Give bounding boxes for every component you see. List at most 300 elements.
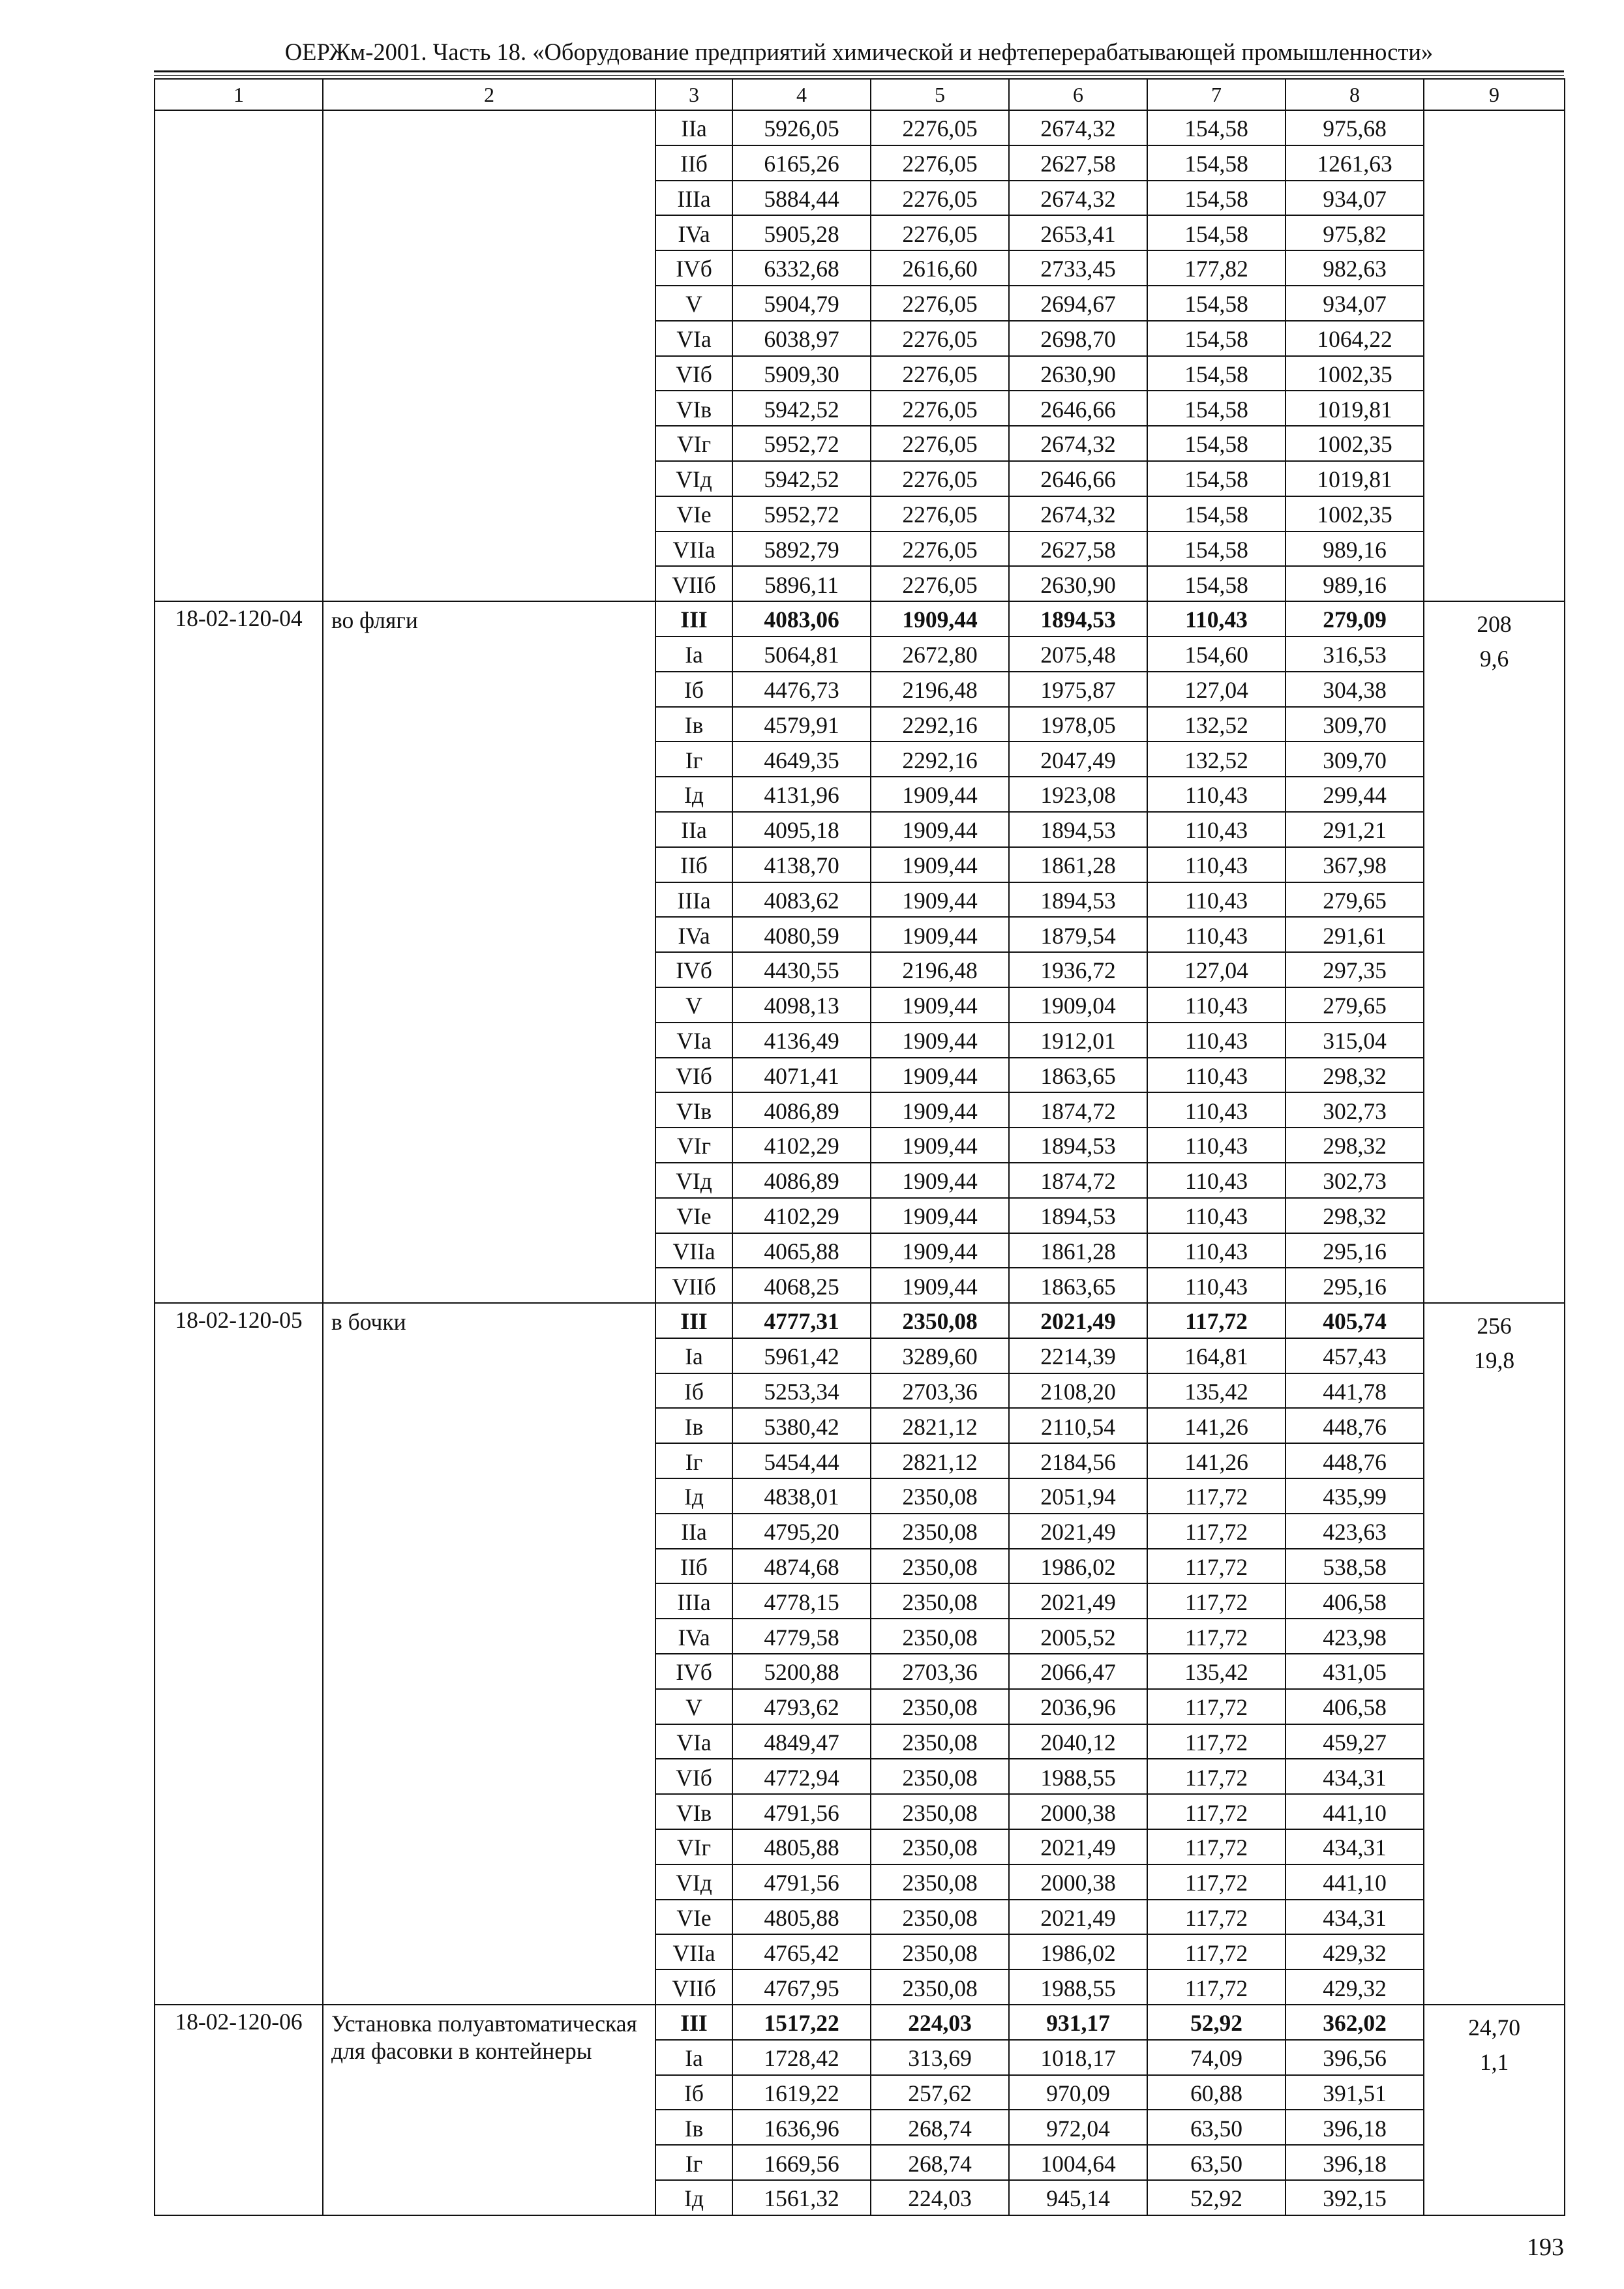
- value-cell: 141,26: [1147, 1443, 1286, 1478]
- value-cell: 4083,06: [732, 601, 871, 636]
- zone-cell: Iд: [655, 777, 732, 812]
- value-cell: 4791,56: [732, 1864, 871, 1900]
- value-cell: 132,52: [1147, 707, 1286, 742]
- value-cell: 4805,88: [732, 1900, 871, 1935]
- value-cell: 110,43: [1147, 1163, 1286, 1198]
- value-cell: 972,04: [1009, 2110, 1147, 2145]
- value-cell: 298,32: [1286, 1058, 1424, 1093]
- value-cell: 4793,62: [732, 1689, 871, 1724]
- value-cell: 268,74: [871, 2110, 1009, 2145]
- value-cell: 1909,44: [871, 601, 1009, 636]
- value-cell: 117,72: [1147, 1864, 1286, 1900]
- value-cell: 2350,08: [871, 1864, 1009, 1900]
- zone-cell: Iг: [655, 1443, 732, 1478]
- value-cell: 2036,96: [1009, 1689, 1147, 1724]
- zone-cell: V: [655, 286, 732, 321]
- zone-cell: Iб: [655, 2075, 732, 2110]
- value-cell: 1861,28: [1009, 847, 1147, 882]
- value-cell: 110,43: [1147, 917, 1286, 952]
- value-cell: 1863,65: [1009, 1268, 1147, 1303]
- value-cell: 5200,88: [732, 1654, 871, 1689]
- value-cell: 982,63: [1286, 250, 1424, 286]
- value-cell: 3289,60: [871, 1338, 1009, 1373]
- value-cell: 110,43: [1147, 987, 1286, 1023]
- value-cell: 4779,58: [732, 1619, 871, 1654]
- value-cell: 4778,15: [732, 1583, 871, 1619]
- value-cell: 2350,08: [871, 1724, 1009, 1759]
- column-9-cell: [1424, 110, 1565, 601]
- value-cell: 406,58: [1286, 1583, 1424, 1619]
- value-cell: 291,61: [1286, 917, 1424, 952]
- zone-cell: III: [655, 2005, 732, 2040]
- column-number: 1: [155, 79, 323, 110]
- value-cell: 4102,29: [732, 1128, 871, 1163]
- zone-cell: VIa: [655, 321, 732, 356]
- resource-name: [323, 110, 655, 601]
- value-cell: 1064,22: [1286, 321, 1424, 356]
- value-cell: 2674,32: [1009, 181, 1147, 216]
- value-cell: 2350,08: [871, 1969, 1009, 2005]
- value-cell: 391,51: [1286, 2075, 1424, 2110]
- value-cell: 298,32: [1286, 1128, 1424, 1163]
- column-number: 7: [1147, 79, 1286, 110]
- zone-cell: Ia: [655, 636, 732, 672]
- column-9-cell: [1424, 601, 1565, 1303]
- value-cell: 989,16: [1286, 566, 1424, 601]
- value-cell: 2276,05: [871, 496, 1009, 531]
- value-cell: 6332,68: [732, 250, 871, 286]
- zone-cell: Iг: [655, 741, 732, 777]
- page-number: 193: [1527, 2234, 1564, 2261]
- column-number: 8: [1286, 79, 1424, 110]
- value-cell: 2674,32: [1009, 426, 1147, 461]
- zone-cell: IIб: [655, 1549, 732, 1584]
- value-cell: 110,43: [1147, 777, 1286, 812]
- value-cell: 154,58: [1147, 181, 1286, 216]
- value-cell: 110,43: [1147, 1128, 1286, 1163]
- value-cell: 431,05: [1286, 1654, 1424, 1689]
- value-cell: 177,82: [1147, 250, 1286, 286]
- value-cell: 127,04: [1147, 952, 1286, 987]
- zone-cell: IVa: [655, 215, 732, 250]
- value-cell: 2021,49: [1009, 1514, 1147, 1549]
- resource-code: 18-02-120-05: [155, 1303, 323, 2005]
- zone-cell: IIIa: [655, 882, 732, 918]
- value-cell: 5942,52: [732, 461, 871, 496]
- value-cell: 295,16: [1286, 1233, 1424, 1268]
- value-cell: 5942,52: [732, 391, 871, 426]
- value-cell: 154,58: [1147, 286, 1286, 321]
- value-cell: 4086,89: [732, 1092, 871, 1128]
- zone-cell: Iб: [655, 1373, 732, 1409]
- value-cell: 2005,52: [1009, 1619, 1147, 1654]
- value-cell: 429,32: [1286, 1969, 1424, 2005]
- zone-cell: VIIa: [655, 1934, 732, 1969]
- zone-cell: VIб: [655, 1058, 732, 1093]
- zone-cell: VIб: [655, 1759, 732, 1794]
- value-cell: 127,04: [1147, 672, 1286, 707]
- value-cell: 1936,72: [1009, 952, 1147, 987]
- zone-cell: V: [655, 987, 732, 1023]
- column-9-value: 19,8: [1473, 1347, 1515, 1374]
- value-cell: 1909,44: [871, 1058, 1009, 1093]
- value-cell: 63,50: [1147, 2110, 1286, 2145]
- value-cell: 2047,49: [1009, 741, 1147, 777]
- zone-cell: VIв: [655, 1092, 732, 1128]
- value-cell: 2196,48: [871, 672, 1009, 707]
- value-cell: 117,72: [1147, 1689, 1286, 1724]
- value-cell: 154,58: [1147, 566, 1286, 601]
- value-cell: 4795,20: [732, 1514, 871, 1549]
- zone-cell: IIIa: [655, 181, 732, 216]
- value-cell: 2630,90: [1009, 566, 1147, 601]
- value-cell: 6165,26: [732, 145, 871, 181]
- value-cell: 295,16: [1286, 1268, 1424, 1303]
- value-cell: 1861,28: [1009, 1233, 1147, 1268]
- value-cell: 2672,80: [871, 636, 1009, 672]
- zone-cell: IIa: [655, 110, 732, 145]
- value-cell: 117,72: [1147, 1900, 1286, 1935]
- value-cell: 4102,29: [732, 1198, 871, 1233]
- value-cell: 441,10: [1286, 1864, 1424, 1900]
- value-cell: 1909,44: [871, 987, 1009, 1023]
- zone-cell: VIв: [655, 1794, 732, 1829]
- value-cell: 1909,44: [871, 847, 1009, 882]
- value-cell: 4777,31: [732, 1303, 871, 1338]
- zone-cell: V: [655, 1689, 732, 1724]
- value-cell: 2350,08: [871, 1619, 1009, 1654]
- value-cell: 2276,05: [871, 215, 1009, 250]
- value-cell: 1894,53: [1009, 1198, 1147, 1233]
- value-cell: 4805,88: [732, 1829, 871, 1864]
- value-cell: 4772,94: [732, 1759, 871, 1794]
- value-cell: 945,14: [1009, 2180, 1147, 2215]
- value-cell: 60,88: [1147, 2075, 1286, 2110]
- value-cell: 2703,36: [871, 1654, 1009, 1689]
- value-cell: 117,72: [1147, 1549, 1286, 1584]
- value-cell: 1909,44: [871, 777, 1009, 812]
- value-cell: 1912,01: [1009, 1023, 1147, 1058]
- value-cell: 538,58: [1286, 1549, 1424, 1584]
- value-cell: 989,16: [1286, 531, 1424, 567]
- resource-name: в бочки: [323, 1303, 655, 2005]
- value-cell: 1002,35: [1286, 426, 1424, 461]
- value-cell: 2000,38: [1009, 1794, 1147, 1829]
- zone-cell: IVa: [655, 1619, 732, 1654]
- value-cell: 154,58: [1147, 461, 1286, 496]
- column-number: 9: [1424, 79, 1565, 110]
- value-cell: 1874,72: [1009, 1092, 1147, 1128]
- value-cell: 1894,53: [1009, 812, 1147, 847]
- value-cell: 2653,41: [1009, 215, 1147, 250]
- value-cell: 154,58: [1147, 145, 1286, 181]
- value-cell: 392,15: [1286, 2180, 1424, 2215]
- value-cell: 316,53: [1286, 636, 1424, 672]
- value-cell: 2821,12: [871, 1443, 1009, 1478]
- value-cell: 110,43: [1147, 1023, 1286, 1058]
- value-cell: 52,92: [1147, 2180, 1286, 2215]
- value-cell: 1561,32: [732, 2180, 871, 2215]
- zone-cell: Ia: [655, 1338, 732, 1373]
- value-cell: 434,31: [1286, 1759, 1424, 1794]
- value-cell: 2110,54: [1009, 1408, 1147, 1443]
- column-9-value: 208: [1477, 611, 1512, 638]
- zone-cell: IIa: [655, 1514, 732, 1549]
- zone-cell: III: [655, 601, 732, 636]
- value-cell: 1986,02: [1009, 1549, 1147, 1584]
- header-rule-thick: [154, 70, 1564, 72]
- value-cell: 931,17: [1009, 2005, 1147, 2040]
- value-cell: 132,52: [1147, 741, 1286, 777]
- value-cell: 2350,08: [871, 1478, 1009, 1514]
- value-cell: 309,70: [1286, 741, 1424, 777]
- page-header-title: ОЕРЖм-2001. Часть 18. «Оборудование предприятий химической и нефтеперерабатывающей промышленности»: [284, 38, 1434, 65]
- value-cell: 2350,08: [871, 1829, 1009, 1864]
- value-cell: 2630,90: [1009, 356, 1147, 391]
- value-cell: 434,31: [1286, 1829, 1424, 1864]
- value-cell: 1619,22: [732, 2075, 871, 2110]
- value-cell: 441,78: [1286, 1373, 1424, 1409]
- value-cell: 1909,44: [871, 1128, 1009, 1163]
- value-cell: 5896,11: [732, 566, 871, 601]
- value-cell: 154,58: [1147, 215, 1286, 250]
- value-cell: 1636,96: [732, 2110, 871, 2145]
- value-cell: 1988,55: [1009, 1759, 1147, 1794]
- value-cell: 448,76: [1286, 1443, 1424, 1478]
- value-cell: 110,43: [1147, 1092, 1286, 1128]
- value-cell: 435,99: [1286, 1478, 1424, 1514]
- column-number: 2: [323, 79, 655, 110]
- value-cell: 154,58: [1147, 426, 1286, 461]
- zone-cell: VIIб: [655, 1969, 732, 2005]
- value-cell: 2021,49: [1009, 1829, 1147, 1864]
- column-9-value: 1,1: [1479, 2049, 1509, 2076]
- value-cell: 2821,12: [871, 1408, 1009, 1443]
- value-cell: 224,03: [871, 2180, 1009, 2215]
- value-cell: 429,32: [1286, 1934, 1424, 1969]
- value-cell: 2276,05: [871, 426, 1009, 461]
- value-cell: 1894,53: [1009, 601, 1147, 636]
- value-cell: 6038,97: [732, 321, 871, 356]
- value-cell: 1019,81: [1286, 461, 1424, 496]
- zone-cell: IVб: [655, 250, 732, 286]
- value-cell: 406,58: [1286, 1689, 1424, 1724]
- value-cell: 2021,49: [1009, 1583, 1147, 1619]
- value-cell: 1909,44: [871, 1233, 1009, 1268]
- value-cell: 5892,79: [732, 531, 871, 567]
- value-cell: 1517,22: [732, 2005, 871, 2040]
- value-cell: 4649,35: [732, 741, 871, 777]
- value-cell: 4791,56: [732, 1794, 871, 1829]
- value-cell: 2075,48: [1009, 636, 1147, 672]
- value-cell: 1909,44: [871, 882, 1009, 918]
- value-cell: 4138,70: [732, 847, 871, 882]
- value-cell: 4083,62: [732, 882, 871, 918]
- value-cell: 4080,59: [732, 917, 871, 952]
- resource-code: 18-02-120-04: [155, 601, 323, 1303]
- value-cell: 117,72: [1147, 1969, 1286, 2005]
- value-cell: 110,43: [1147, 1058, 1286, 1093]
- value-cell: 2276,05: [871, 391, 1009, 426]
- value-cell: 297,35: [1286, 952, 1424, 987]
- value-cell: 135,42: [1147, 1654, 1286, 1689]
- value-cell: 2276,05: [871, 145, 1009, 181]
- value-cell: 154,58: [1147, 531, 1286, 567]
- value-cell: 362,02: [1286, 2005, 1424, 2040]
- value-cell: 1975,87: [1009, 672, 1147, 707]
- value-cell: 4098,13: [732, 987, 871, 1023]
- value-cell: 110,43: [1147, 812, 1286, 847]
- value-cell: 4767,95: [732, 1969, 871, 2005]
- column-9-value: 256: [1477, 1313, 1512, 1339]
- column-9-cell: [1424, 2005, 1565, 2215]
- value-cell: 2276,05: [871, 566, 1009, 601]
- value-cell: 405,74: [1286, 1303, 1424, 1338]
- resource-name: Установка полуавтоматическая для фасовки в контейнеры: [323, 2005, 655, 2215]
- table-row: [155, 110, 1565, 145]
- value-cell: 2674,32: [1009, 496, 1147, 531]
- value-cell: 309,70: [1286, 707, 1424, 742]
- value-cell: 1909,44: [871, 917, 1009, 952]
- zone-cell: VIa: [655, 1724, 732, 1759]
- resource-code: 18-02-120-06: [155, 2005, 323, 2215]
- value-cell: 298,32: [1286, 1198, 1424, 1233]
- zone-cell: Iв: [655, 707, 732, 742]
- zone-cell: Iв: [655, 1408, 732, 1443]
- value-cell: 135,42: [1147, 1373, 1286, 1409]
- zone-cell: IVa: [655, 917, 732, 952]
- value-cell: 110,43: [1147, 1268, 1286, 1303]
- value-cell: 117,72: [1147, 1794, 1286, 1829]
- resource-code: [155, 110, 323, 601]
- zone-cell: VIд: [655, 1163, 732, 1198]
- value-cell: 2350,08: [871, 1583, 1009, 1619]
- value-cell: 2276,05: [871, 356, 1009, 391]
- zone-cell: VIд: [655, 1864, 732, 1900]
- zone-cell: VIд: [655, 461, 732, 496]
- value-cell: 304,38: [1286, 672, 1424, 707]
- value-cell: 441,10: [1286, 1794, 1424, 1829]
- zone-cell: IIa: [655, 812, 732, 847]
- resource-name: во фляги: [323, 601, 655, 1303]
- value-cell: 5926,05: [732, 110, 871, 145]
- value-cell: 2021,49: [1009, 1303, 1147, 1338]
- value-cell: 302,73: [1286, 1163, 1424, 1198]
- value-cell: 2040,12: [1009, 1724, 1147, 1759]
- value-cell: 2000,38: [1009, 1864, 1147, 1900]
- zone-cell: VIв: [655, 391, 732, 426]
- zone-cell: VIa: [655, 1023, 732, 1058]
- value-cell: 2276,05: [871, 321, 1009, 356]
- value-cell: 5064,81: [732, 636, 871, 672]
- value-cell: 396,18: [1286, 2110, 1424, 2145]
- value-cell: 1894,53: [1009, 1128, 1147, 1163]
- value-cell: 459,27: [1286, 1724, 1424, 1759]
- value-cell: 1978,05: [1009, 707, 1147, 742]
- value-cell: 74,09: [1147, 2040, 1286, 2075]
- value-cell: 5380,42: [732, 1408, 871, 1443]
- value-cell: 268,74: [871, 2145, 1009, 2180]
- value-cell: 110,43: [1147, 1198, 1286, 1233]
- zone-cell: Iг: [655, 2145, 732, 2180]
- value-cell: 4071,41: [732, 1058, 871, 1093]
- value-cell: 5961,42: [732, 1338, 871, 1373]
- zone-cell: Iд: [655, 2180, 732, 2215]
- value-cell: 1874,72: [1009, 1163, 1147, 1198]
- table-row: [155, 2005, 1565, 2040]
- value-cell: 63,50: [1147, 2145, 1286, 2180]
- header-rule-thin: [154, 75, 1564, 76]
- value-cell: 4068,25: [732, 1268, 871, 1303]
- zone-cell: IVб: [655, 952, 732, 987]
- value-cell: 1909,44: [871, 1198, 1009, 1233]
- price-table: [154, 78, 1565, 2216]
- value-cell: 1879,54: [1009, 917, 1147, 952]
- value-cell: 2627,58: [1009, 145, 1147, 181]
- value-cell: 2350,08: [871, 1514, 1009, 1549]
- zone-cell: VIг: [655, 1128, 732, 1163]
- value-cell: 934,07: [1286, 181, 1424, 216]
- value-cell: 1018,17: [1009, 2040, 1147, 2075]
- column-number: 4: [732, 79, 871, 110]
- zone-cell: VIe: [655, 496, 732, 531]
- value-cell: 117,72: [1147, 1934, 1286, 1969]
- zone-cell: III: [655, 1303, 732, 1338]
- value-cell: 4086,89: [732, 1163, 871, 1198]
- value-cell: 1863,65: [1009, 1058, 1147, 1093]
- value-cell: 2196,48: [871, 952, 1009, 987]
- value-cell: 4838,01: [732, 1478, 871, 1514]
- value-cell: 975,82: [1286, 215, 1424, 250]
- value-cell: 4095,18: [732, 812, 871, 847]
- value-cell: 396,18: [1286, 2145, 1424, 2180]
- value-cell: 110,43: [1147, 882, 1286, 918]
- value-cell: 154,58: [1147, 321, 1286, 356]
- value-cell: 2276,05: [871, 181, 1009, 216]
- column-number-row: [155, 79, 1565, 110]
- value-cell: 934,07: [1286, 286, 1424, 321]
- value-cell: 154,58: [1147, 496, 1286, 531]
- value-cell: 1909,44: [871, 1092, 1009, 1128]
- value-cell: 110,43: [1147, 847, 1286, 882]
- value-cell: 396,56: [1286, 2040, 1424, 2075]
- value-cell: 117,72: [1147, 1759, 1286, 1794]
- value-cell: 4849,47: [732, 1724, 871, 1759]
- value-cell: 117,72: [1147, 1478, 1286, 1514]
- value-cell: 279,65: [1286, 882, 1424, 918]
- value-cell: 2276,05: [871, 461, 1009, 496]
- value-cell: 448,76: [1286, 1408, 1424, 1443]
- value-cell: 117,72: [1147, 1583, 1286, 1619]
- table-row: [155, 601, 1565, 636]
- value-cell: 257,62: [871, 2075, 1009, 2110]
- column-number: 3: [655, 79, 732, 110]
- value-cell: 970,09: [1009, 2075, 1147, 2110]
- zone-cell: VIг: [655, 426, 732, 461]
- value-cell: 2276,05: [871, 531, 1009, 567]
- value-cell: 1909,04: [1009, 987, 1147, 1023]
- value-cell: 2350,08: [871, 1549, 1009, 1584]
- value-cell: 279,09: [1286, 601, 1424, 636]
- value-cell: 1019,81: [1286, 391, 1424, 426]
- value-cell: 2108,20: [1009, 1373, 1147, 1409]
- value-cell: 4136,49: [732, 1023, 871, 1058]
- value-cell: 2646,66: [1009, 391, 1147, 426]
- value-cell: 457,43: [1286, 1338, 1424, 1373]
- zone-cell: VIIa: [655, 1233, 732, 1268]
- value-cell: 2350,08: [871, 1934, 1009, 1969]
- zone-cell: VIIб: [655, 566, 732, 601]
